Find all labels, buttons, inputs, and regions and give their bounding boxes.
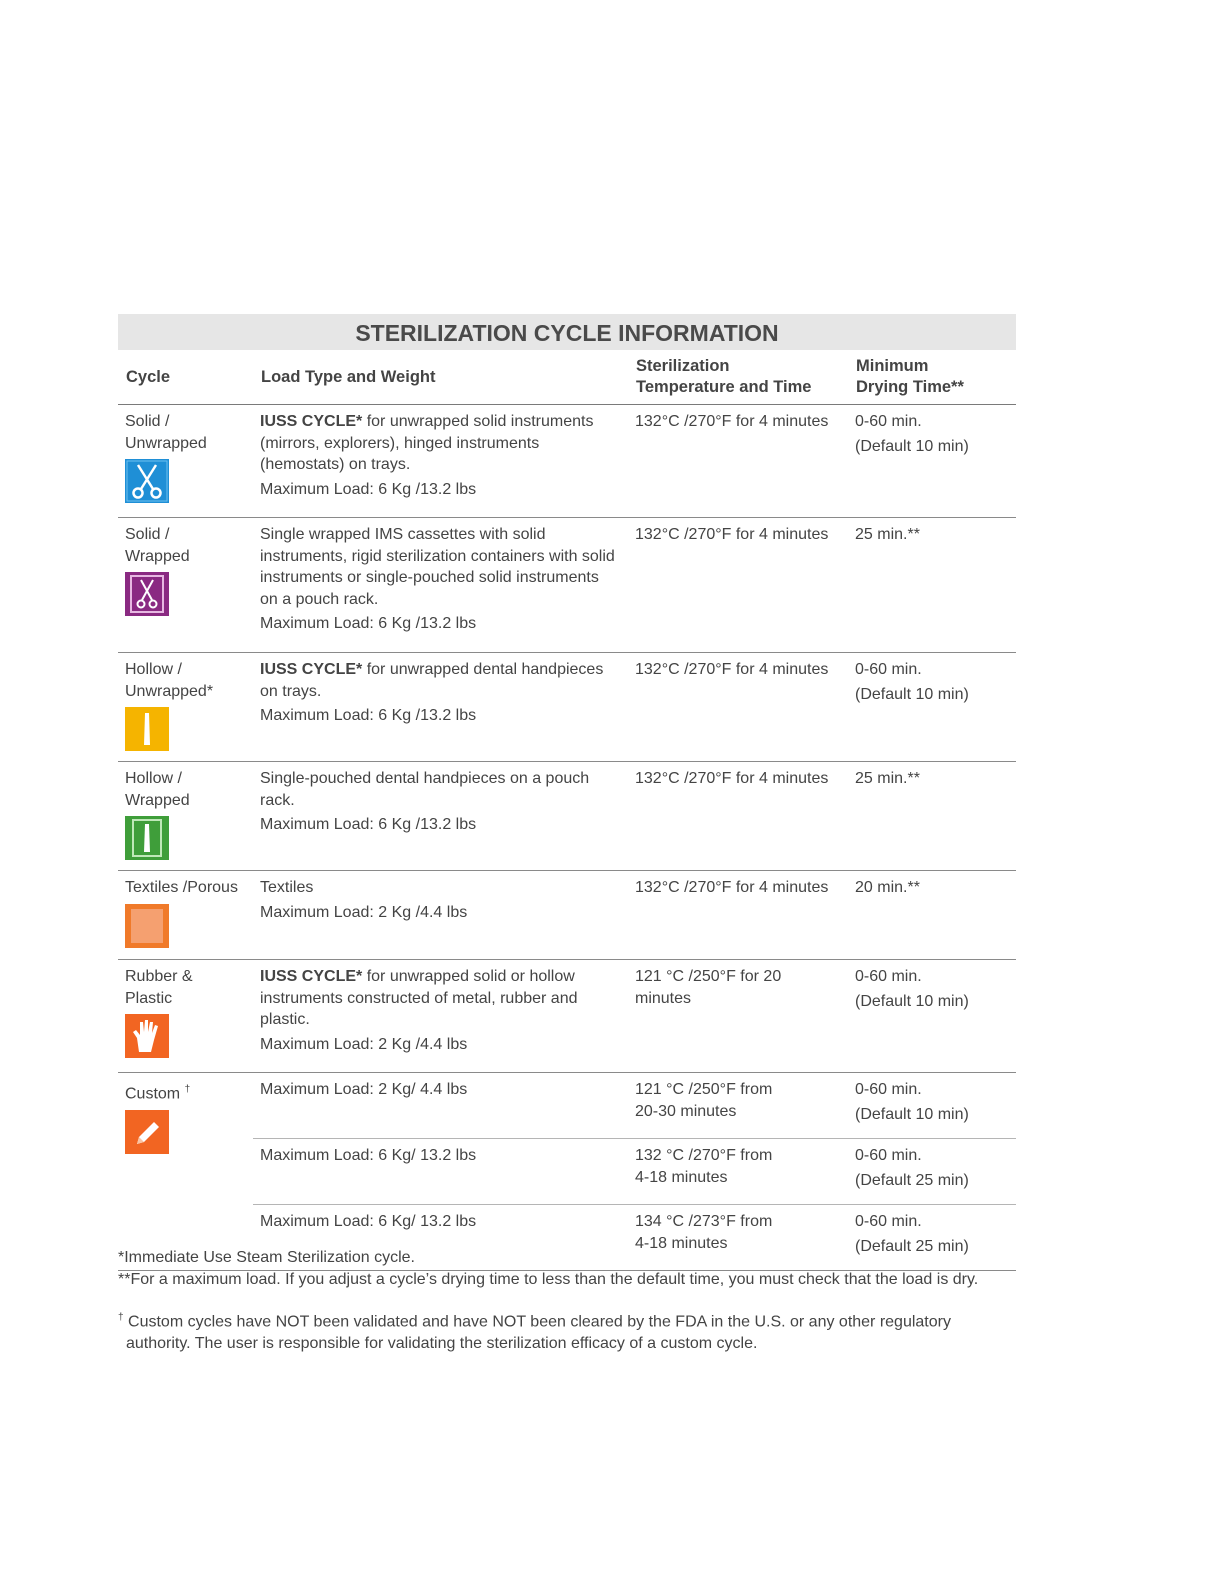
- cycle-name-line1: Solid /: [125, 526, 170, 543]
- dry-cell: [848, 960, 1016, 1073]
- load-text: Single wrapped IMS cassettes with solid instruments, rigid sterilization containers with solid instruments or single-pouched solid instruments on a pouch rack.: [260, 526, 615, 608]
- dry-cell: [848, 762, 1016, 871]
- cycle-name-line1: Hollow /: [125, 770, 182, 787]
- load-cell: [253, 871, 628, 960]
- cycle-name-custom: Custom: [125, 1085, 181, 1103]
- temp-cell: 132°C /270°F for 4 minutes: [628, 762, 848, 871]
- dry-cell: [848, 518, 1016, 653]
- sterilization-cycle-table-section: [118, 314, 1016, 1271]
- cycle-cell: [118, 762, 253, 871]
- load-cell: Maximum Load: 2 Kg/ 4.4 lbs: [253, 1073, 628, 1139]
- dry-default: (Default 10 min): [855, 992, 969, 1010]
- load-cell: Maximum Load: 6 Kg/ 13.2 lbs: [253, 1139, 628, 1205]
- footnote-custom: [118, 1307, 1018, 1333]
- dry-cell: [848, 1139, 1016, 1205]
- dry-range: 0-60 min.: [855, 1213, 922, 1230]
- handpiece-icon: [125, 707, 169, 751]
- header-dry-line2: Drying Time**: [856, 378, 964, 396]
- dry-default: (Default 25 min): [855, 1237, 969, 1255]
- temp-cell: [628, 1073, 848, 1139]
- cycle-table: [118, 350, 1016, 1271]
- max-load: Maximum Load: 6 Kg /13.2 lbs: [260, 707, 477, 724]
- table-row: [118, 1139, 1016, 1205]
- dry-range: 0-60 min.: [855, 1147, 922, 1164]
- max-load: Maximum Load: 2 Kg /4.4 lbs: [260, 1035, 468, 1053]
- max-load: Maximum Load: 6 Kg /13.2 lbs: [260, 816, 477, 833]
- header-temp-line2: Temperature and Time: [636, 378, 812, 396]
- load-text: Textiles: [260, 879, 314, 896]
- dry-range: 0-60 min.: [855, 1081, 922, 1098]
- temp-line2: 4-18 minutes: [635, 1234, 728, 1252]
- footnote-custom-line1: Custom cycles have NOT been validated and have NOT been cleared by the FDA in the U.S. or any other regulatory: [128, 1313, 951, 1331]
- table-row: [118, 871, 1016, 960]
- load-bold: IUSS CYCLE*: [260, 661, 363, 678]
- cycle-name-line1: Rubber &: [125, 968, 193, 985]
- temp-cell: 132°C /270°F for 4 minutes: [628, 405, 848, 518]
- footnote-iuss: *Immediate Use Steam Sterilization cycle.: [118, 1249, 415, 1266]
- cycle-name-line1: Solid /: [125, 413, 170, 430]
- footnotes: [118, 1247, 1018, 1354]
- header-load: Load Type and Weight: [253, 350, 628, 405]
- cycle-name-line1: Textiles /Porous: [125, 879, 238, 896]
- dry-range: 25 min.**: [855, 770, 920, 787]
- pouched-handpiece-icon: [125, 816, 169, 860]
- load-text: for unwrapped dental handpieces on trays.: [260, 661, 604, 700]
- textile-icon: [125, 904, 169, 948]
- temp-cell: 132°C /270°F for 4 minutes: [628, 518, 848, 653]
- header-dry: [848, 350, 1016, 405]
- load-bold: IUSS CYCLE*: [260, 413, 363, 430]
- dry-range: 20 min.**: [855, 879, 920, 896]
- load-text: for unwrapped solid or hollow instruments constructed of metal, rubber and plastic.: [260, 968, 578, 1028]
- dry-default: (Default 10 min): [855, 685, 969, 703]
- cycle-cell: [118, 960, 253, 1073]
- load-cell: [253, 405, 628, 518]
- dry-range: 0-60 min.: [855, 413, 922, 430]
- temp-cell: [628, 1139, 848, 1205]
- dry-range: 0-60 min.: [855, 661, 922, 678]
- header-dry-line1: Minimum: [856, 357, 929, 375]
- load-cell: [253, 653, 628, 762]
- cycle-name-line2: Unwrapped*: [125, 682, 214, 700]
- cycle-name-line2: Wrapped: [125, 791, 190, 809]
- load-cell: [253, 960, 628, 1073]
- load-cell: [253, 518, 628, 653]
- temp-line2: 4-18 minutes: [635, 1168, 728, 1186]
- cycle-cell: [118, 518, 253, 653]
- cycle-name-line2: Plastic: [125, 989, 173, 1007]
- table-row: [118, 1073, 1016, 1139]
- footnote-drying: **For a maximum load. If you adjust a cycle’s drying time to less than the default time, you must check that the load is dry.: [118, 1270, 979, 1288]
- scissors-icon: [125, 459, 169, 503]
- load-text: Single-pouched dental handpieces on a pouch rack.: [260, 770, 590, 809]
- dry-cell: [848, 871, 1016, 960]
- glove-icon: [125, 1014, 169, 1058]
- max-load: Maximum Load: 2 Kg /4.4 lbs: [260, 903, 468, 921]
- cycle-cell: [118, 405, 253, 518]
- footnote-custom-line2: authority. The user is responsible for validating the sterilization efficacy of a custom cycle.: [126, 1334, 758, 1352]
- load-cell: Maximum Load: 6 Kg/ 13.2 lbs: [253, 1205, 628, 1271]
- cycle-cell: [118, 1073, 253, 1271]
- max-load: Maximum Load: 6 Kg /13.2 lbs: [260, 480, 477, 498]
- dagger-mark: †: [184, 1084, 191, 1095]
- table-row: [118, 762, 1016, 871]
- dry-range: 25 min.**: [855, 526, 920, 543]
- temp-line1: 132 °C /270°F from: [635, 1147, 773, 1164]
- cycle-name-line2: Unwrapped: [125, 434, 207, 452]
- dry-default: (Default 10 min): [855, 1105, 969, 1123]
- header-temp-line1: Sterilization: [636, 357, 730, 375]
- table-row: [118, 960, 1016, 1073]
- temp-cell: 132°C /270°F for 4 minutes: [628, 871, 848, 960]
- load-bold: IUSS CYCLE*: [260, 968, 363, 985]
- temp-cell: 121 °C /250°F for 20 minutes: [628, 960, 848, 1073]
- dagger-mark: †: [118, 1312, 124, 1323]
- dry-cell: [848, 405, 1016, 518]
- cycle-cell: [118, 653, 253, 762]
- temp-line2: 20-30 minutes: [635, 1102, 737, 1120]
- cycle-name-line2: Wrapped: [125, 547, 190, 565]
- temp-line1: 121 °C /250°F from: [635, 1081, 773, 1098]
- table-title: STERILIZATION CYCLE INFORMATION: [118, 314, 1016, 350]
- dry-cell: [848, 653, 1016, 762]
- dry-default: (Default 10 min): [855, 437, 969, 455]
- max-load: Maximum Load: 6 Kg /13.2 lbs: [260, 615, 477, 632]
- dry-cell: [848, 1073, 1016, 1139]
- table-row: [118, 518, 1016, 653]
- load-text: for unwrapped solid instruments (mirrors, explorers), hinged instruments (hemostats) on trays.: [260, 413, 594, 473]
- load-cell: [253, 762, 628, 871]
- temp-cell: 132°C /270°F for 4 minutes: [628, 653, 848, 762]
- header-cycle: Cycle: [118, 350, 253, 405]
- cycle-name-line1: Hollow /: [125, 661, 182, 678]
- header-temp: [628, 350, 848, 405]
- table-row: [118, 405, 1016, 518]
- header-row: [118, 350, 1016, 405]
- dry-range: 0-60 min.: [855, 968, 922, 985]
- pencil-icon: [125, 1110, 169, 1154]
- dry-default: (Default 25 min): [855, 1171, 969, 1189]
- wrapped-instrument-icon: [125, 572, 169, 616]
- temp-line1: 134 °C /273°F from: [635, 1213, 773, 1230]
- table-row: [118, 653, 1016, 762]
- cycle-cell: [118, 871, 253, 960]
